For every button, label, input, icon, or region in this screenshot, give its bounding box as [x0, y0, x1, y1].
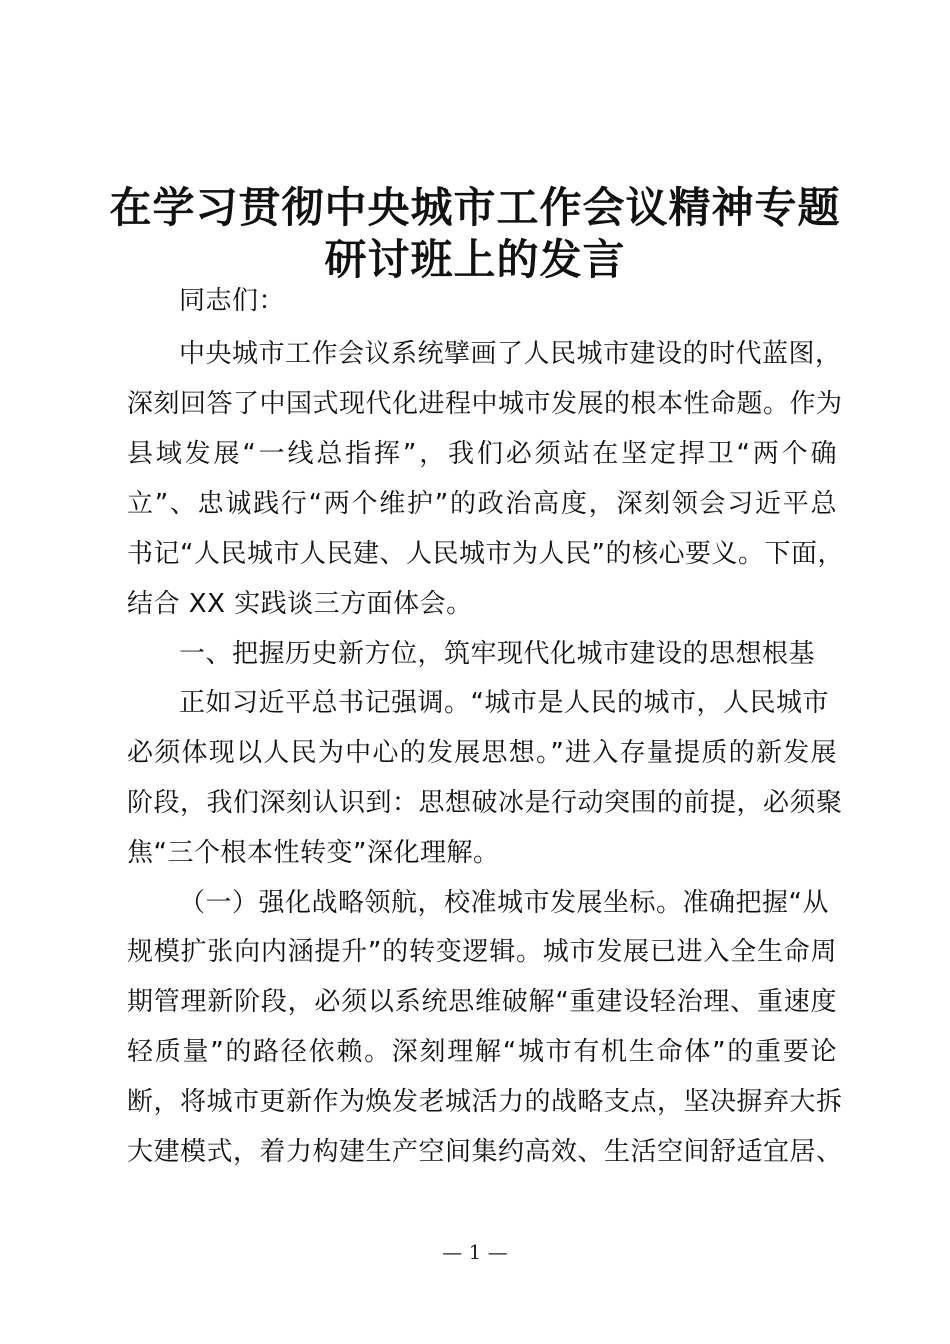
- body-line: 书记“人民城市人民建、人民城市为人民”的核心要义。下面，: [127, 539, 844, 569]
- document-title-line-1: 在学习贯彻中央城市工作会议精神专题: [109, 183, 841, 232]
- salutation: 同志们：: [179, 286, 286, 316]
- document-title-line-2: 研讨班上的发言: [324, 235, 626, 284]
- body-line: 中央城市工作会议系统擘画了人民城市建设的时代蓝图，: [179, 339, 842, 369]
- body-line: 大建模式，着力构建生产空间集约高效、生活空间舒适宜居、: [127, 1137, 843, 1167]
- body-line: 规模扩张向内涵提升”的转变逻辑。城市发展已进入全生命周: [127, 937, 837, 967]
- page-number: — 1 —: [442, 1240, 508, 1264]
- body-line: 阶段，我们深刻认识到：思想破冰是行动突围的前提，必须聚: [127, 788, 843, 818]
- body-line: 深刻回答了中国式现代化进程中城市发展的根本性命题。作为: [127, 389, 843, 419]
- body-line: 县域发展“一线总指挥”，我们必须站在坚定捍卫“两个确: [127, 439, 837, 469]
- body-line: 期管理新阶段，必须以系统思维破解“重建设轻治理、重速度: [127, 987, 837, 1017]
- body-line: 焦“三个根本性转变”深化理解。: [127, 838, 500, 868]
- body-line: 断，将城市更新作为焕发老城活力的战略支点，坚决摒弃大拆: [127, 1087, 843, 1117]
- body-line: 结合 XX 实践谈三方面体会。: [127, 589, 473, 619]
- subsection-line: （一）强化战略领航，校准城市发展坐标。准确把握“从: [179, 888, 829, 918]
- body-line: 立”、忠诚践行“两个维护”的政治高度，深刻领会习近平总: [127, 489, 837, 519]
- body-line: 正如习近平总书记强调。“城市是人民的城市，人民城市: [179, 688, 829, 718]
- body-line: 必须体现以人民为中心的发展思想。”进入存量提质的新发展: [127, 738, 837, 768]
- body-line: 轻质量”的路径依赖。深刻理解“城市有机生命体”的重要论: [127, 1037, 837, 1067]
- section-heading: 一、把握历史新方位，筑牢现代化城市建设的思想根基: [179, 639, 816, 669]
